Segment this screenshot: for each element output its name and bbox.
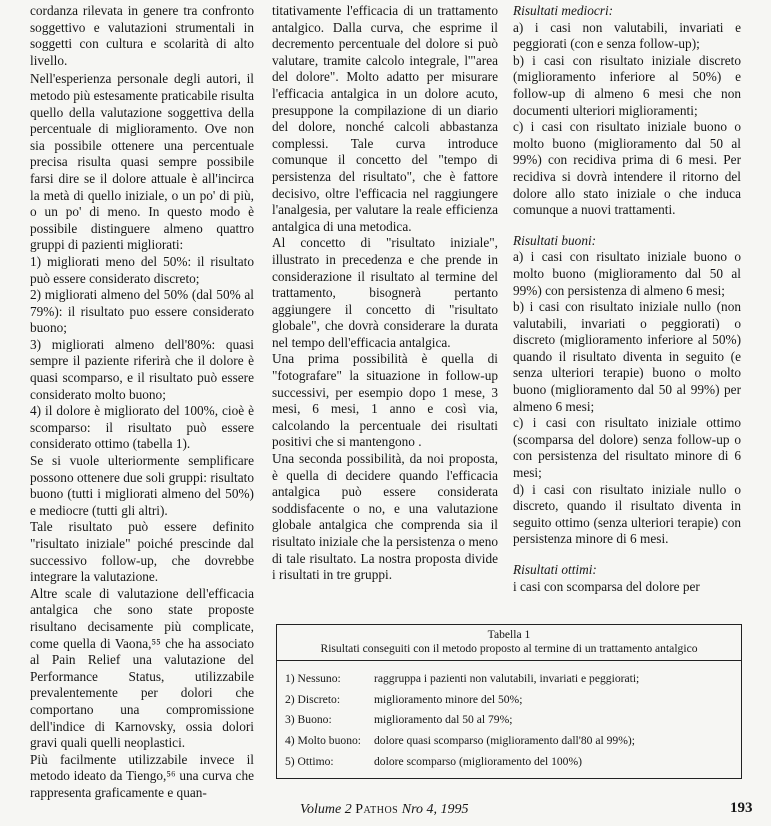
table-row-label: 1) Nessuno: [285,672,341,685]
list-item: 2) migliorati almeno del 50% (dal 50% al 79%): il risultato puo essere considerato buono; [30,287,254,336]
table-row-desc: miglioramento dal 50 al 79%; [374,713,513,726]
paragraph: Una seconda possibilità, da noi proposta, è quella di decidere quando l'efficacia antalgica può essere considerata soddisfacente o no, e una valutazione globale antalgica che comprenda sia il risultato iniziale che la persistenza o meno di tale risultato. La nostra proposta divide i risultati in tre gruppi. [272,451,498,583]
paragraph: Più facilmente utilizzabile invece il metodo ideato da Tiengo,⁵⁶ una curva che rappresenta graficamente e quan- [30,751,254,800]
table-row-label: 5) Ottimo: [285,755,334,768]
table-row-label: 2) Discreto: [285,693,341,706]
table-row-desc: dolore scomparso (miglioramento del 100%) [374,755,582,768]
table-row-label: 4) Molto buono: [285,734,362,747]
table-row [285,669,735,689]
journal-volume: Volume 2 [300,802,352,817]
paragraph: titativamente l'efficacia di un trattamento antalgico. Dalla curva, che esprime il decremento percentuale del dolore si può valutare, tramite calcolo integrale, l'"area del dolore". Molto adatto per misurare l'efficacia antalgica in un dolore acuto, presuppone la compilazione di un diario del dolore, nonché calcoli abbastanza complessi. Tale curva introduce comunque il concetto del "tempo di persistenza del risultato", che è fattore decisivo, oltre l'efficacia nel raggiungere l'analgesia, per valutare la reale efficienza antalgica di una metodica. [272,3,498,234]
list-item: d) i casi con risultato iniziale nullo o discreto, quando il risultato diventa in seguito ottimo (senza ulteriori terapie) con persistenza minore di 6 mesi. [513,481,741,547]
journal-citation [300,802,469,818]
table-row-desc: miglioramento minore del 50%; [374,693,523,706]
list-item: 3) migliorati almeno dell'80%: quasi sempre il paziente riferirà che il dolore è quasi scomparso, e il risultato può essere considerato molto buono; [30,336,254,402]
table-row-desc: dolore quasi scomparso (miglioramento dall'80 al 99%); [374,734,635,747]
table-row-label: 3) Buono: [285,713,332,726]
list-item: c) i casi con risultato iniziale ottimo (scomparsa del dolore) senza follow-up o con persistenza del risultato minore di 6 mesi; [513,415,741,481]
table-title: Tabella 1 [487,628,531,641]
table-caption [277,625,741,656]
page-number: 193 [730,800,753,816]
journal-issue: Nro 4, 1995 [401,802,469,817]
table-row [285,752,735,772]
table-row [285,710,735,730]
list-item: c) i casi con risultato iniziale buono o molto buono (miglioramento dal 50 al 99%) con recidiva prima di 6 mesi. Per recidiva si dovrà intendere il ritorno del dolore allo stato iniziale o che induca comunque a nuovi trattamenti. [513,119,741,218]
table-row [285,690,735,710]
list-item: 1) migliorati meno del 50%: il risultato può essere considerato discreto; [30,253,254,286]
list-item: b) i casi con risultato iniziale nullo (non valutabili, invariati o peggiorati) o discreto (miglioramento inferiore al 50%) quando il risultato diventa in seguito (e senza ulteriori terapie) buono o molto buono (miglioramento dal 50 al 99%) per almeno 6 mesi; [513,299,741,414]
paragraph: cordanza rilevata in genere tra confronto soggettivo e valutazioni strumentali in soggetti con cultura e scolarità di alto livello. [30,3,254,68]
section-heading-ottimi: Risultati ottimi: [513,562,597,577]
paragraph: Tale risultato può essere definito "risultato iniziale" poiché prescinde dal successivo follow-up, che dovrebbe integrare la valutazione. [30,519,254,585]
section-heading-mediocri: Risultati mediocri: [513,3,614,18]
table-row-desc: raggruppa i pazienti non valutabili, invariati e peggiorati; [374,672,640,685]
section-heading-buoni: Risultati buoni: [513,232,597,248]
text-column-left [30,3,254,802]
table-divider [277,660,741,661]
text-column-right [513,3,741,595]
paragraph: Al concetto di "risultato iniziale", illustrato in precedenza e che prende in considerazione il risultato al termine del trattamento, bisognerà pertanto aggiungere il concetto di "risultato globale", che dovrà considerare la durata nel tempo dell'efficacia antalgica. [272,235,498,350]
list-item: 4) il dolore è migliorato del 100%, cioè è scomparso: il risultato può essere considerato ottimo (tabella 1). [30,403,254,452]
table-row [285,731,735,751]
paragraph: Altre scale di valutazione dell'efficacia antalgica che sono state proposte risultano decisamente più complicate, come quella di Vaona,⁵⁵ che ha associato al Pain Relief una valutazione del Performance Status, utilizzabile prevalentemente per dolori che comportano una compromissione dell'indice di Karnovsky, ossia dolori gravi quali quelli neoplastici. [30,585,254,751]
text-column-middle [272,3,498,584]
journal-name: Pathos [355,802,399,817]
paragraph: Se si vuole ulteriormente semplificare possono ottenere due soli gruppi: risultato buono (tutti i migliorati almeno del 50%) e mediocre (tutti gli altri). [30,453,254,518]
paragraph: Nell'esperienza personale degli autori, il metodo più estesamente praticabile risulta quello della valutazione soggettiva della percentuale di miglioramento. Ove non sia possibile ottenere una percentuale precisa risulta quasi sempre possibile farsi dire se il dolore attuale è all'incirca la metà di quello iniziale, o un po' di più, o un po' di meno. In questo modo è possibile distinguere almeno quattro gruppi di pazienti migliorati: [30,71,254,253]
list-item: b) i casi con risultato iniziale discreto (miglioramento inferiore al 50%) e follow-up di almeno 6 mesi che non documenti ulteriori miglioramenti; [513,52,741,118]
paragraph: i casi con scomparsa del dolore per [513,578,700,594]
paragraph: Una prima possibilità è quella di "fotografare" la situazione in follow-up successivi, per esempio dopo 1 mese, 3 mesi, 6 mesi, 1 anno e così via, calcolando la percentuale dei risultati positivi che si mantengono . [272,351,498,450]
list-item: a) i casi con risultato iniziale buono o molto buono (miglioramento dal 50 al 99%) con persistenza di almeno 6 mesi; [513,249,741,298]
list-item: a) i casi non valutabili, invariati e peggiorati (con e senza follow-up); [513,19,741,52]
table-1 [276,624,742,779]
table-subtitle: Risultati conseguiti con il metodo proposto al termine di un trattamento antalgico [320,642,698,655]
page-footer [0,802,771,822]
